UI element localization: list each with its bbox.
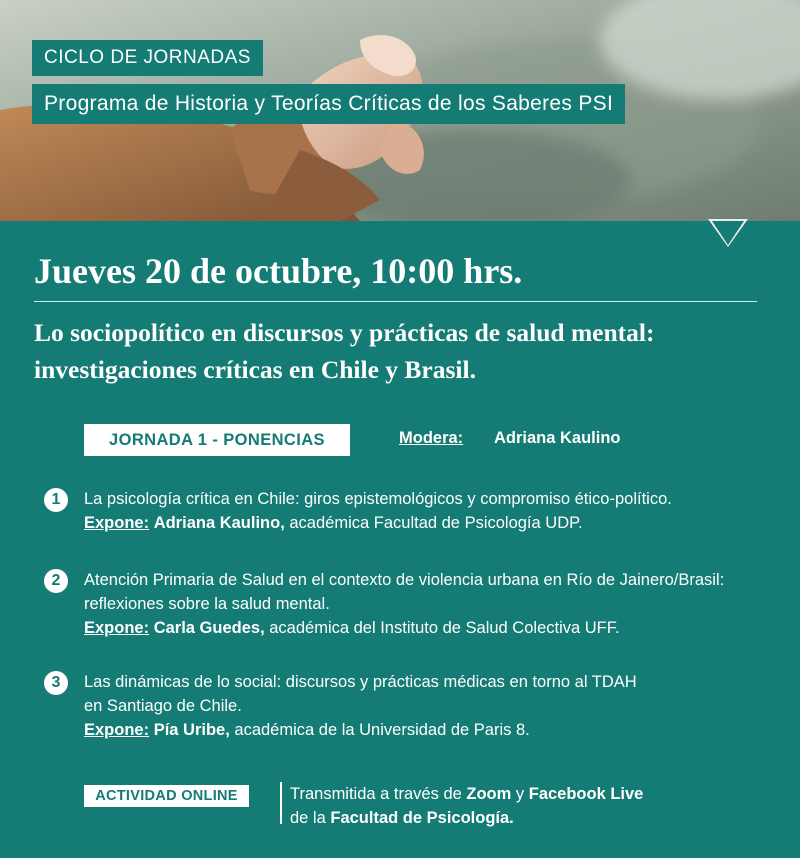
panel-notch <box>712 221 744 245</box>
talk-title: La psicología crítica en Chile: giros epistemológicos y compromiso ético-político. <box>84 490 672 508</box>
vertical-divider <box>280 782 282 824</box>
talk-title: reflexiones sobre la salud mental. <box>84 595 330 613</box>
talk-speaker-line <box>84 511 784 535</box>
event-title <box>34 314 774 388</box>
talk-title: Atención Primaria de Salud en el contexto de violencia urbana en Río de Jainero/Brasil: <box>84 571 725 589</box>
divider <box>34 301 757 302</box>
moderator-name: Adriana Kaulino <box>494 429 621 447</box>
expone-label: Expone: <box>84 514 150 532</box>
speaker-affiliation: académica del Instituto de Salud Colectiva UFF. <box>264 619 620 637</box>
online-badge: ACTIVIDAD ONLINE <box>84 785 249 807</box>
series-label: CICLO DE JORNADAS <box>32 40 263 76</box>
session-badge: JORNADA 1 - PONENCIAS <box>84 424 350 456</box>
talk-text <box>84 670 784 742</box>
facebook-platform: Facebook Live <box>528 785 644 803</box>
talk-number-badge: 3 <box>44 671 68 695</box>
talk-text <box>84 487 784 535</box>
zoom-platform: Zoom <box>466 785 512 803</box>
speaker-affiliation: académica Facultad de Psicología UDP. <box>284 514 583 532</box>
talk-text <box>84 568 784 640</box>
broadcast-prefix: Transmitida a través de <box>290 785 467 803</box>
broadcast-line-1 <box>290 782 643 806</box>
program-label: Programa de Historia y Teorías Críticas de los Saberes PSI <box>32 84 625 124</box>
broadcast-info <box>290 782 643 830</box>
conjunction: y <box>511 785 529 803</box>
expone-label: Expone: <box>84 619 150 637</box>
event-title-line-1: Lo sociopolítico en discursos y prácticas de salud mental: <box>34 318 655 347</box>
talk-number-badge: 2 <box>44 569 68 593</box>
talk-title: Las dinámicas de lo social: discursos y prácticas médicas en torno al TDAH <box>84 673 637 691</box>
event-title-line-2: investigaciones críticas en Chile y Brasil. <box>34 355 476 384</box>
speaker-name: Adriana Kaulino, <box>153 514 285 532</box>
broadcast-line-2 <box>290 806 643 830</box>
talk-speaker-line <box>84 616 784 640</box>
talk-title: en Santiago de Chile. <box>84 697 242 715</box>
speaker-name: Carla Guedes, <box>153 619 265 637</box>
talk-speaker-line <box>84 718 784 742</box>
faculty-prefix: de la <box>290 809 331 827</box>
event-date: Jueves 20 de octubre, 10:00 hrs. <box>34 251 523 291</box>
faculty-name: Facultad de Psicología. <box>330 809 514 827</box>
expone-label: Expone: <box>84 721 150 739</box>
talk-number-badge: 1 <box>44 488 68 512</box>
speaker-affiliation: académica de la Universidad de Paris 8. <box>229 721 530 739</box>
speaker-name: Pía Uribe, <box>153 721 230 739</box>
moderator-label: Modera: <box>399 429 464 447</box>
